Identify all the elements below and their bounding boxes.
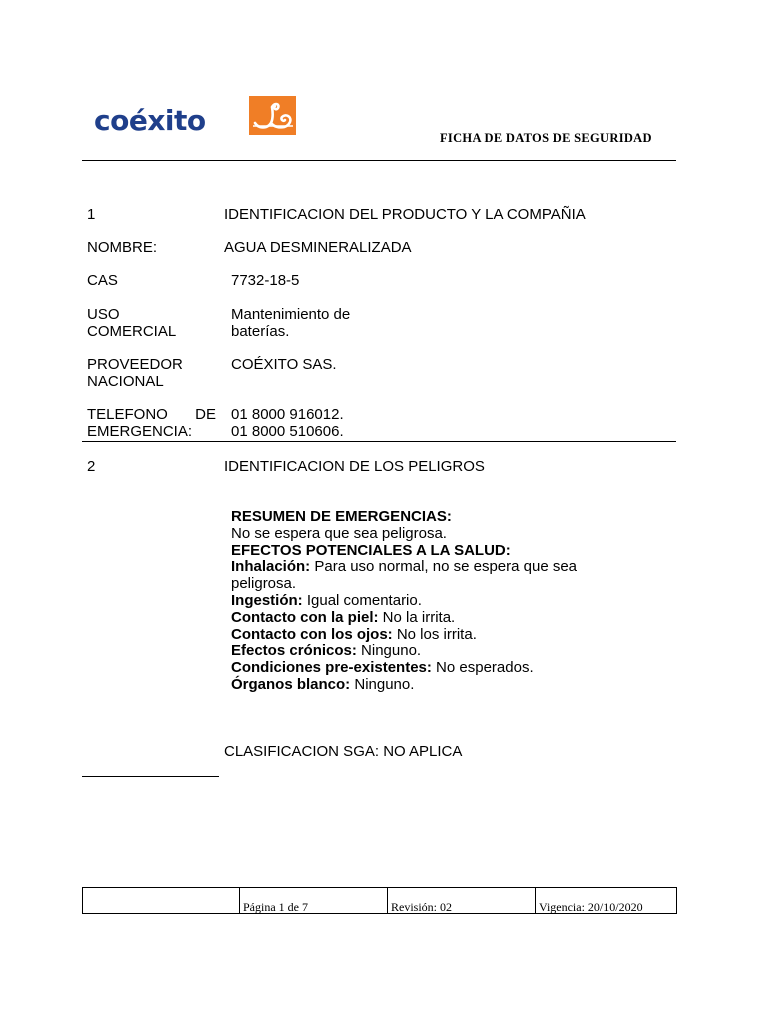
cronicos-line: Efectos crónicos: Ninguno. — [231, 642, 422, 660]
section-heading: IDENTIFICACION DE LOS PELIGROS — [224, 458, 485, 475]
inhalacion-line-cont: peligrosa. — [231, 575, 297, 593]
section-number: 1 — [87, 206, 96, 223]
section-number: 2 — [87, 458, 96, 475]
uso-value: Mantenimiento de baterías. — [231, 306, 351, 340]
cas-label: CAS — [87, 272, 118, 289]
clasificacion-sga: CLASIFICACION SGA: NO APLICA — [224, 743, 463, 760]
hazard-summary — [231, 509, 611, 694]
uso-label: USO COMERCIAL — [87, 306, 177, 340]
footnote-rule — [82, 776, 219, 777]
organos-line: Órganos blanco: Ninguno. — [231, 675, 415, 693]
telefono-value: 01 8000 916012. 01 8000 510606. — [231, 406, 344, 440]
inhalacion-line: Inhalación: Para uso normal, no se espera que sea — [231, 558, 578, 576]
proveedor-label: PROVEEDOR NACIONAL — [87, 356, 183, 390]
page-number: Página 1 de 7 — [240, 888, 388, 913]
efectos-title: EFECTOS POTENCIALES A LA SALUD: — [231, 541, 511, 559]
proveedor-value: COÉXITO SAS. — [231, 356, 337, 373]
cas-value: 7732-18-5 — [231, 272, 300, 289]
ingestion-line: Ingestión: Igual comentario. — [231, 591, 422, 609]
piel-line: Contacto con la piel: No la irrita. — [231, 608, 456, 626]
nombre-value: AGUA DESMINERALIZADA — [224, 239, 412, 256]
footer-cell-blank — [83, 888, 240, 913]
vigencia: Vigencia: 20/10/2020 — [539, 900, 643, 914]
document-title: FICHA DE DATOS DE SEGURIDAD — [440, 131, 652, 145]
nombre-label: NOMBRE: — [87, 239, 158, 256]
company-logo-mark-icon — [249, 96, 296, 135]
resumen-title: RESUMEN DE EMERGENCIAS: — [231, 508, 452, 525]
telefono-label: TELEFONO DE EMERGENCIA: — [87, 406, 216, 440]
footer-table — [82, 887, 677, 914]
ojos-line: Contacto con los ojos: No los irrita. — [231, 625, 477, 643]
section-divider — [82, 441, 676, 442]
company-logo-text: coéxito — [94, 104, 206, 137]
revision: Revisión: 02 — [388, 888, 536, 913]
header-divider — [82, 160, 676, 161]
section-heading: IDENTIFICACION DEL PRODUCTO Y LA COMPAÑIA — [224, 206, 586, 223]
resumen-text: No se espera que sea peligrosa. — [231, 524, 447, 542]
condiciones-line: Condiciones pre-existentes: No esperados. — [231, 659, 534, 677]
